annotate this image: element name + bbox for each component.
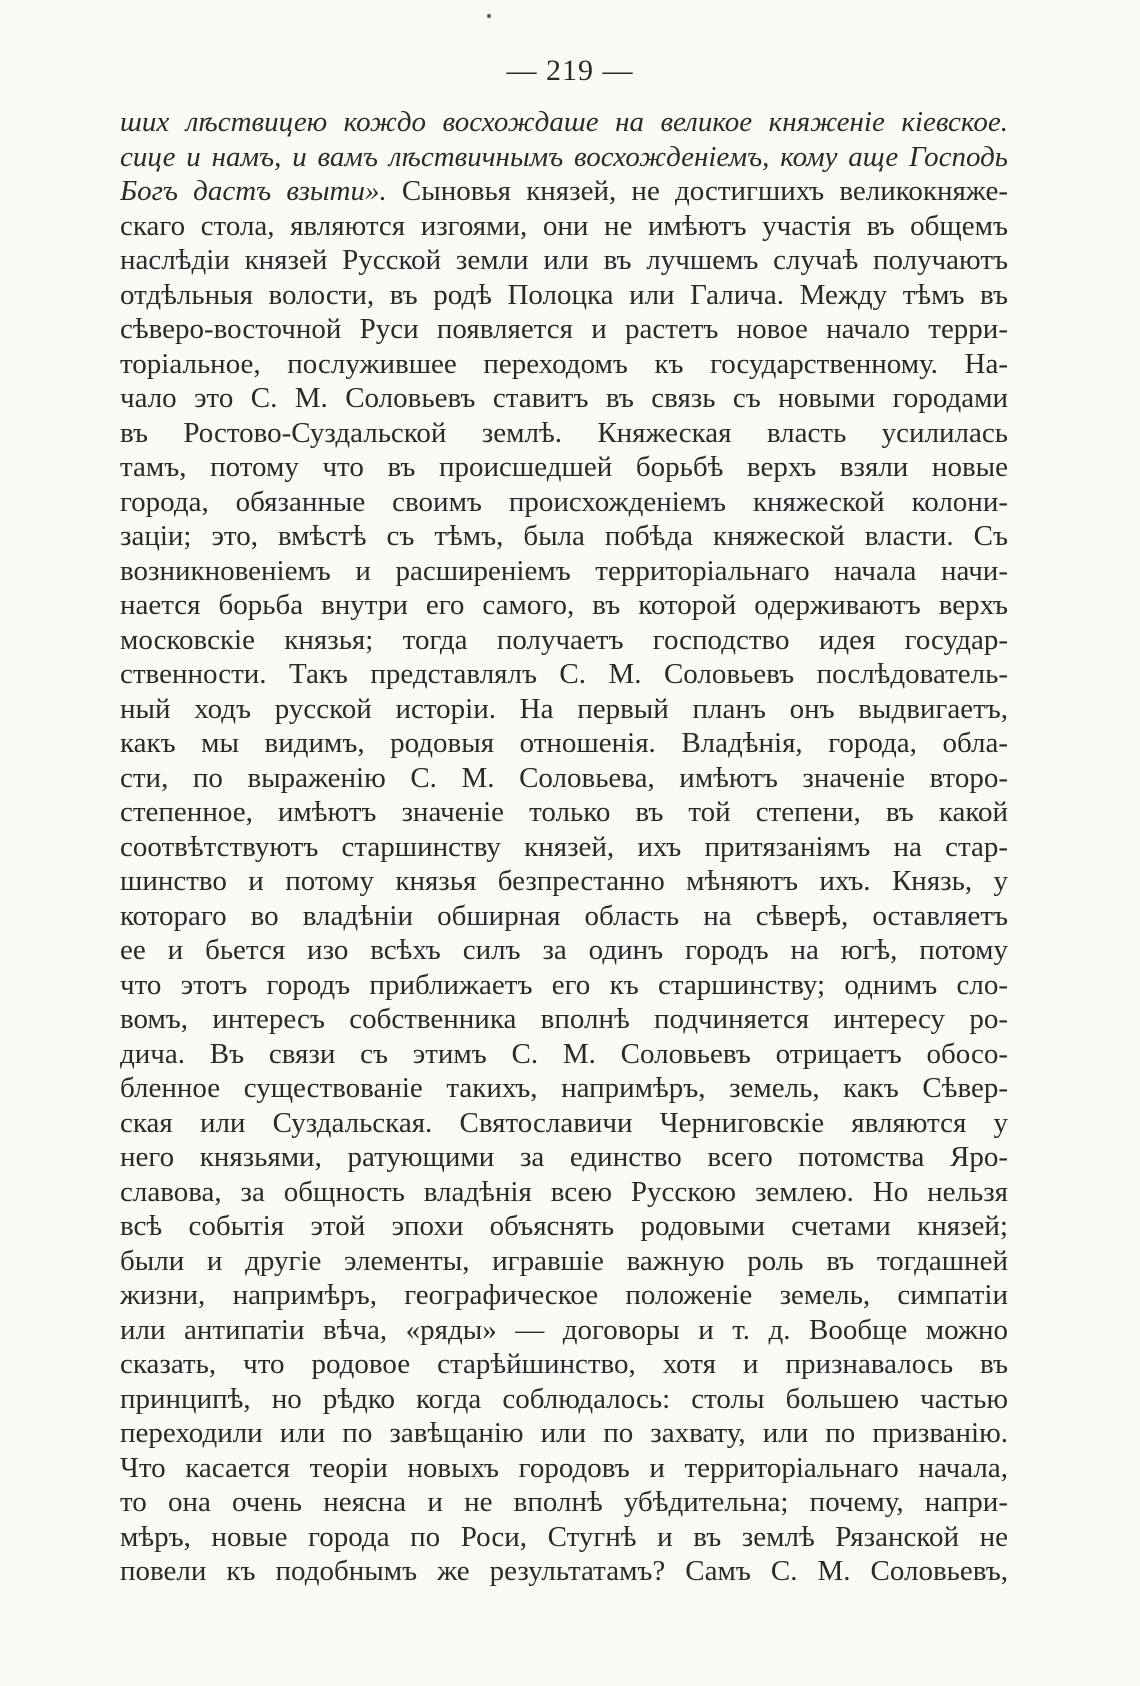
text-line: [120, 243, 1008, 278]
italic-quote-text: сице и намъ, и вамъ лѣствичнымъ восхожденіемъ, кому аще Господь: [120, 140, 1008, 173]
text-line: [120, 1451, 1008, 1486]
body-text-segment: Что касается теоріи новыхъ городовъ и территоріальнаго начала,: [120, 1451, 1008, 1484]
body-text-segment: заціи; это, вмѣстѣ съ тѣмъ, была побѣда княжеской власти. Съ: [120, 520, 1008, 552]
text-line: [120, 1520, 1008, 1555]
text-line: [120, 554, 1008, 589]
text-line: [120, 968, 1008, 1003]
body-text-segment: сказать, что родовое старѣйшинство, хотя и признавалось въ: [120, 1348, 1008, 1380]
italic-quote-text: ших лѣствицею кождо восхождаше на великое княженіе кіевское.: [120, 106, 1008, 138]
text-line: [120, 899, 1008, 934]
text-line: [120, 485, 1008, 520]
body-text-segment: чало это С. М. Соловьевъ ставитъ въ связь съ новыми городами: [120, 382, 1008, 414]
body-text-segment: славова, за общность владѣнія всею Русскою землею. Но нельзя: [120, 1175, 1008, 1208]
body-text-segment: то она очень неясна и не вполнѣ убѣдительна; почему, напри-: [120, 1486, 1008, 1518]
body-text-segment: скаго стола, являются изгоями, они не имѣютъ участія въ общемъ: [120, 209, 1008, 242]
text-line: [120, 1175, 1008, 1210]
text-line: [120, 174, 1008, 209]
body-text-segment: вомъ, интересъ собственника вполнѣ подчиняется интересу ро-: [120, 1003, 1008, 1035]
body-text-segment: мѣръ, новые города по Роси, Стугнѣ и въ землѣ Рязанской не: [120, 1520, 1008, 1553]
text-line: [120, 1244, 1008, 1279]
text-line: [120, 1071, 1008, 1106]
body-text-segment: или антипатіи вѣча, «ряды» — договоры и т. д. Вообще можно: [120, 1313, 1008, 1346]
text-line: [120, 1140, 1008, 1175]
text-line: [120, 416, 1008, 451]
body-text-segment: ская или Суздальская. Святославичи Черниговскіе являются у: [120, 1106, 1008, 1139]
body-text-segment: возникновеніемъ и расширеніемъ территоріальнаго начала начи-: [120, 554, 1008, 587]
body-text-segment: сти, по выраженію С. М. Соловьева, имѣютъ значеніе второ-: [120, 761, 1008, 794]
text-line: [120, 1485, 1008, 1520]
body-text-segment: нается борьба внутри его самого, въ которой одерживаютъ верхъ: [120, 589, 1008, 621]
text-line: [120, 726, 1008, 761]
body-text-segment: всѣ событія этой эпохи объяснять родовыми счетами князей;: [120, 1210, 1008, 1242]
body-text-segment: степенное, имѣютъ значеніе только въ той степени, въ какой: [120, 796, 1008, 828]
text-line: [120, 657, 1008, 692]
text-line: [120, 933, 1008, 968]
text-line: [120, 692, 1008, 727]
text-line: [120, 1278, 1008, 1313]
body-text-segment: Сыновья князей, не достигшихъ великокняже-: [386, 175, 1008, 207]
text-line: [120, 1554, 1008, 1589]
text-line: [120, 347, 1008, 382]
body-text-segment: торіальное, послужившее переходомъ къ государственному. На-: [120, 347, 1008, 380]
text-line: [120, 1347, 1008, 1382]
text-line: [120, 623, 1008, 658]
body-text-segment: принципѣ, но рѣдко когда соблюдалось: столы большею частью: [120, 1382, 1008, 1415]
text-line: [120, 381, 1008, 416]
text-line: [120, 519, 1008, 554]
italic-quote-text: Богъ дастъ взыти».: [120, 175, 387, 207]
text-line: [120, 312, 1008, 347]
body-text-segment: повели къ подобнымъ же результатамъ? Самъ С. М. Соловьевъ,: [120, 1555, 1008, 1587]
text-line: [120, 105, 1008, 140]
body-text-segment: ее и бьется изо всѣхъ силъ за одинъ городъ на югѣ, потому: [120, 934, 1008, 966]
text-line: [120, 795, 1008, 830]
text-line: [120, 1106, 1008, 1141]
body-text-segment: отдѣльныя волости, въ родѣ Полоцка или Галича. Между тѣмъ въ: [120, 278, 1008, 311]
text-line: [120, 140, 1008, 175]
body-text-segment: жизни, напримѣръ, географическое положеніе земель, симпатіи: [120, 1279, 1008, 1311]
body-text-segment: ный ходъ русской исторіи. На первый планъ онъ выдвигаетъ,: [120, 692, 1008, 725]
text-line: [120, 1313, 1008, 1348]
body-text-segment: дича. Въ связи съ этимъ С. М. Соловьевъ отрицаетъ обосо-: [120, 1037, 1008, 1070]
body-text-segment: сѣверо-восточной Руси появляется и растетъ новое начало терри-: [120, 313, 1008, 345]
body-text-segment: какъ мы видимъ, родовыя отношенія. Владѣнія, города, обла-: [120, 727, 1008, 759]
text-line: [120, 1382, 1008, 1417]
body-text-segment: него князьями, ратующими за единство всего потомства Яро-: [120, 1141, 1008, 1173]
body-text-segment: наслѣдіи князей Русской земли или въ лучшемъ случаѣ получаютъ: [120, 244, 1008, 276]
body-text-segment: шинство и потому князья безпрестанно мѣняютъ ихъ. Князь, у: [120, 865, 1008, 897]
text-line: [120, 588, 1008, 623]
text-line: [120, 761, 1008, 796]
body-text-segment: были и другіе элементы, игравшіе важную роль въ тогдашней: [120, 1244, 1008, 1277]
body-text: [120, 105, 1008, 1589]
body-text-segment: что этотъ городъ приближаетъ его къ старшинству; однимъ сло-: [120, 968, 1008, 1001]
body-text-segment: ственности. Такъ представлялъ С. М. Соловьевъ послѣдователь-: [120, 658, 1008, 690]
text-line: [120, 1002, 1008, 1037]
text-line: [120, 209, 1008, 244]
text-line: [120, 450, 1008, 485]
text-line: [120, 830, 1008, 865]
text-line: [120, 864, 1008, 899]
body-text-segment: котораго во владѣніи обширная область на сѣверѣ, оставляетъ: [120, 899, 1008, 932]
text-line: [120, 1416, 1008, 1451]
body-text-segment: въ Ростово-Суздальской землѣ. Княжеская власть усилилась: [120, 416, 1008, 449]
page-number: — 219 —: [506, 54, 634, 87]
body-text-segment: города, обязанные своимъ происхожденіемъ княжеской колони-: [120, 485, 1008, 518]
body-text-segment: бленное существованіе такихъ, напримѣръ, земель, какъ Сѣвер-: [120, 1072, 1008, 1104]
text-line: [120, 1037, 1008, 1072]
text-line: [120, 278, 1008, 313]
body-text-segment: соотвѣтствуютъ старшинству князей, ихъ притязаніямъ на стар-: [120, 830, 1008, 863]
body-text-segment: переходили или по завѣщанію или по захвату, или по призванію.: [120, 1417, 1008, 1449]
speck-mark: [487, 14, 491, 18]
text-line: [120, 1209, 1008, 1244]
body-text-segment: московскіе князья; тогда получаетъ господство идея государ-: [120, 623, 1008, 656]
body-text-segment: тамъ, потому что въ происшедшей борьбѣ верхъ взяли новые: [120, 451, 1008, 483]
